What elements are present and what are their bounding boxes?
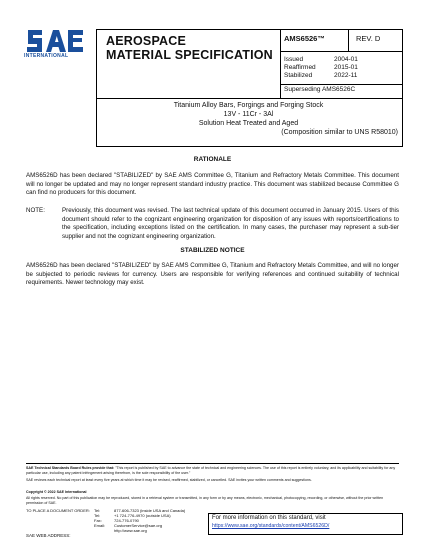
footer-rights: All rights reserved. No part of this publication may be reproduced, stored in a retrieval system or transmitted, in any form or by any means, electronic, mechanical, photocopying, recording, or otherwise, without the prior written permission of SAE. (26, 496, 384, 505)
footer-copyright: Copyright © 2022 SAE International (26, 490, 87, 494)
superseding: Superseding AMS6526C (284, 86, 356, 93)
date-value-stabilized: 2022-11 (334, 72, 358, 79)
footer-review: SAE reviews each technical report at least every five years at which time it may be revised, reaffirmed, stabilized, or cancelled. SAE invites your written comments and suggestions. (26, 478, 312, 482)
contact-key-2: Fax: (94, 518, 102, 523)
footer-policy-lead: SAE Technical Standards Board Rules provide that: (26, 466, 115, 470)
date-label-stabilized: Stabilized (284, 72, 313, 79)
title-line-4: (Composition similar to UNS R58010) (281, 129, 398, 136)
contact-key-0: Tel: (94, 508, 101, 513)
note-text: Previously, this document was revised. The last technical update of this document occurred in January 2015. Users of this document should refer to the cognizant engineering organization for disposition of any issues with reports/certifications to the specification, including exceptions listed on the certification. In many cases, the purchaser may represent a sub-tier supplier and not the cognizant engineering organization. (62, 207, 399, 240)
rationale-heading: RATIONALE (193, 156, 232, 163)
contact-key-3: Email: (94, 523, 106, 528)
spec-title-line1: AEROSPACE (106, 34, 187, 48)
contact-key-1: Tel: (94, 513, 101, 518)
footer-policy (26, 466, 399, 475)
contact-value-0[interactable]: 877-606-7323 (inside USA and Canada) (114, 508, 186, 513)
stabilized-text: AMS6526D has been declared "STABILIZED" by SAE AMS Committee G, Titanium and Refractory Metals Committee, and will no longer be subjected to periodic reviews for currency. Users are responsible for verifying references and continued suitability of technical requirements. Newer technology may exist. (26, 262, 399, 287)
title-line-1: Titanium Alloy Bars, Forgings and Forging Stock (173, 102, 324, 109)
date-value-issued: 2004-01 (334, 56, 358, 63)
more-info-link[interactable]: https://www.sae.org/standards/content/AMS6526D/ (212, 523, 330, 529)
date-value-reaffirmed: 2015-01 (334, 64, 358, 71)
document-number: AMS6526™ (284, 34, 325, 43)
date-label-reaffirmed: Reaffirmed (284, 64, 316, 71)
date-label-issued: Issued (284, 56, 304, 63)
revision: REV. D (356, 34, 381, 43)
spec-title-line2: MATERIAL SPECIFICATION (106, 48, 273, 62)
contact-value-3[interactable]: CustomerService@sae.org (114, 523, 163, 528)
contact-value-2: 724-776-0790 (114, 518, 139, 523)
note-label: NOTE: (26, 207, 45, 214)
contact-value-1[interactable]: +1 724-776-4970 (outside USA) (114, 513, 171, 518)
more-info-title: For more information on this standard, visit (212, 515, 326, 521)
stabilized-heading: STABILIZED NOTICE (180, 247, 245, 254)
web-address-label: SAE WEB ADDRESS: (26, 533, 71, 538)
title-line-3: Solution Heat Treated and Aged (198, 120, 299, 127)
contact-value-4[interactable]: http://www.sae.org (114, 528, 147, 533)
rationale-text: AMS6526D has been declared "STABILIZED" by SAE AMS Committee G, Titanium and Refractory Metals Committee. This document will no longer be updated and may no longer represent standard industry practice. This document was stabilized because Committee G can find no producers for this document. (26, 172, 399, 197)
logo-subtitle: INTERNATIONAL (24, 53, 69, 59)
title-line-2: 13V - 11Cr - 3Al (223, 111, 274, 118)
footer-divider (26, 463, 399, 464)
footer-policy-text: "This report is published by SAE to advance the state of technical and engineering sciences. The use of this report is entirely voluntary, and its applicability and suitability for any particular use, including any patent infringement arising therefrom, is the sole responsibility of the user." (26, 466, 396, 475)
order-label: TO PLACE A DOCUMENT ORDER: (26, 508, 90, 513)
